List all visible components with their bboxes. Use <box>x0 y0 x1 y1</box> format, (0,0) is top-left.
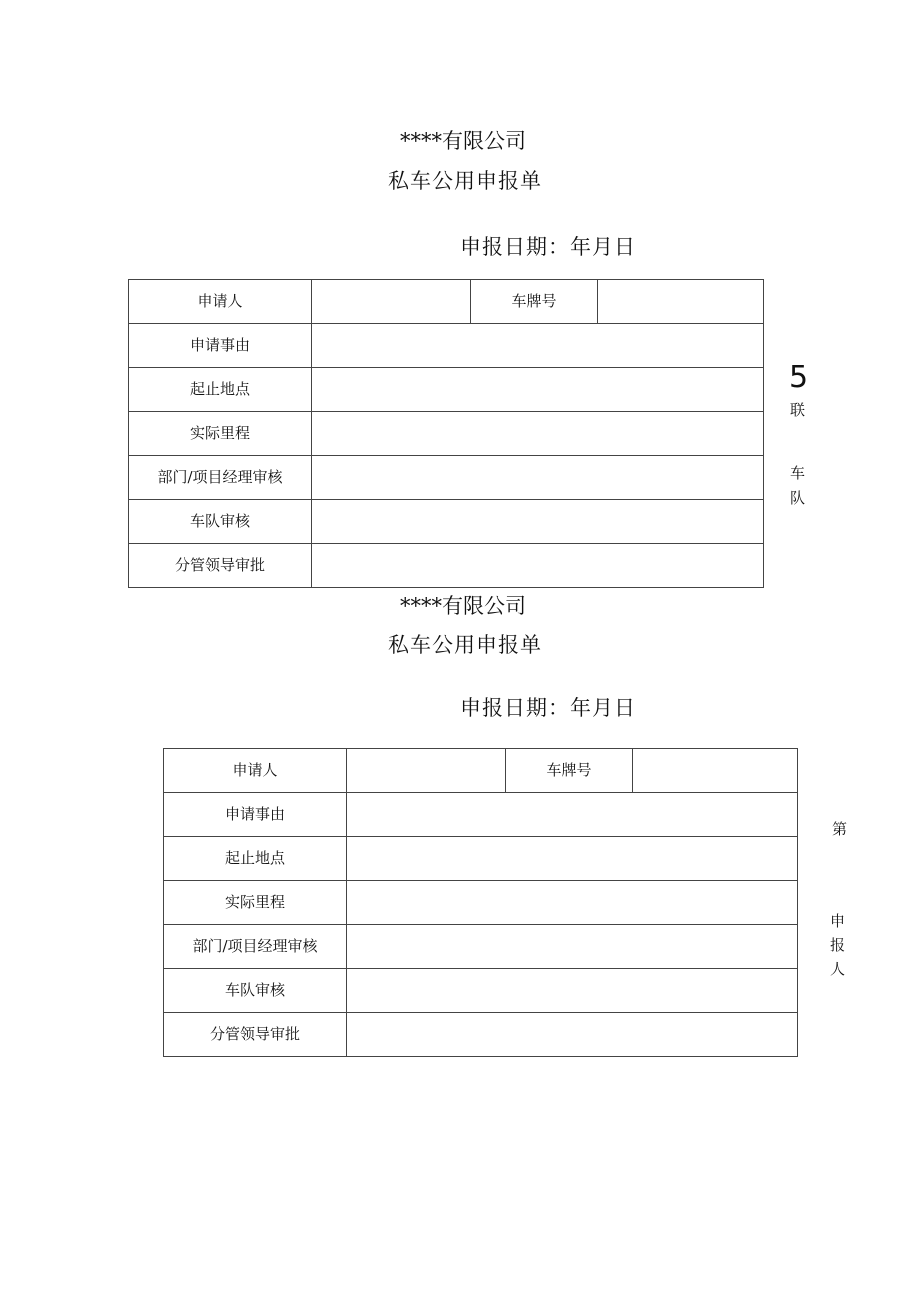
applicant-field[interactable] <box>347 749 506 793</box>
application-table <box>128 279 764 588</box>
plate-label: 车牌号 <box>471 280 598 324</box>
side-char: 联 <box>790 401 806 419</box>
table-row <box>164 837 798 881</box>
side-char: 队 <box>790 489 806 507</box>
table-row <box>129 456 764 500</box>
row-label: 部门/项目经理审核 <box>129 456 312 500</box>
table-row <box>164 793 798 837</box>
row-label: 申请事由 <box>129 324 312 368</box>
copy-number: 5 <box>789 360 809 395</box>
table-row <box>129 412 764 456</box>
row-label: 申请事由 <box>164 793 347 837</box>
applicant-field[interactable] <box>312 280 471 324</box>
reason-field[interactable] <box>312 324 764 368</box>
leader-approval-field[interactable] <box>347 1013 798 1057</box>
row-label: 部门/项目经理审核 <box>164 925 347 969</box>
row-label: 起止地点 <box>129 368 312 412</box>
mileage-field[interactable] <box>312 412 764 456</box>
reason-field[interactable] <box>347 793 798 837</box>
applicant-label: 申请人 <box>164 749 347 793</box>
application-table <box>163 748 798 1057</box>
row-label: 车队审核 <box>164 969 347 1013</box>
row-label: 分管领导审批 <box>129 544 312 588</box>
manager-review-field[interactable] <box>347 925 798 969</box>
side-char: 报 <box>830 936 846 954</box>
row-label: 实际里程 <box>129 412 312 456</box>
date-line: 申报日期：年月日 <box>460 696 636 720</box>
mileage-field[interactable] <box>347 881 798 925</box>
fleet-review-field[interactable] <box>347 969 798 1013</box>
leader-approval-field[interactable] <box>312 544 764 588</box>
table-row <box>129 324 764 368</box>
fleet-review-field[interactable] <box>312 500 764 544</box>
table-row <box>129 500 764 544</box>
side-char: 申 <box>830 912 846 930</box>
table-row <box>164 1013 798 1057</box>
table-row <box>164 925 798 969</box>
plate-label: 车牌号 <box>506 749 633 793</box>
table-row <box>164 969 798 1013</box>
date-line: 申报日期：年月日 <box>460 235 636 259</box>
table-row <box>164 881 798 925</box>
form-title: 私车公用申报单 <box>388 633 542 657</box>
table-row <box>129 368 764 412</box>
table-row <box>129 280 764 324</box>
row-label: 车队审核 <box>129 500 312 544</box>
side-char: 第 <box>832 820 848 838</box>
company-name: ****有限公司 <box>400 594 526 618</box>
plate-field[interactable] <box>598 280 764 324</box>
manager-review-field[interactable] <box>312 456 764 500</box>
side-char: 人 <box>830 960 846 978</box>
route-field[interactable] <box>312 368 764 412</box>
side-char: 车 <box>790 464 806 482</box>
applicant-label: 申请人 <box>129 280 312 324</box>
route-field[interactable] <box>347 837 798 881</box>
table-row <box>164 749 798 793</box>
row-label: 实际里程 <box>164 881 347 925</box>
form-title: 私车公用申报单 <box>388 169 542 193</box>
plate-field[interactable] <box>633 749 798 793</box>
row-label: 分管领导审批 <box>164 1013 347 1057</box>
company-name: ****有限公司 <box>400 129 526 153</box>
row-label: 起止地点 <box>164 837 347 881</box>
table-row <box>129 544 764 588</box>
